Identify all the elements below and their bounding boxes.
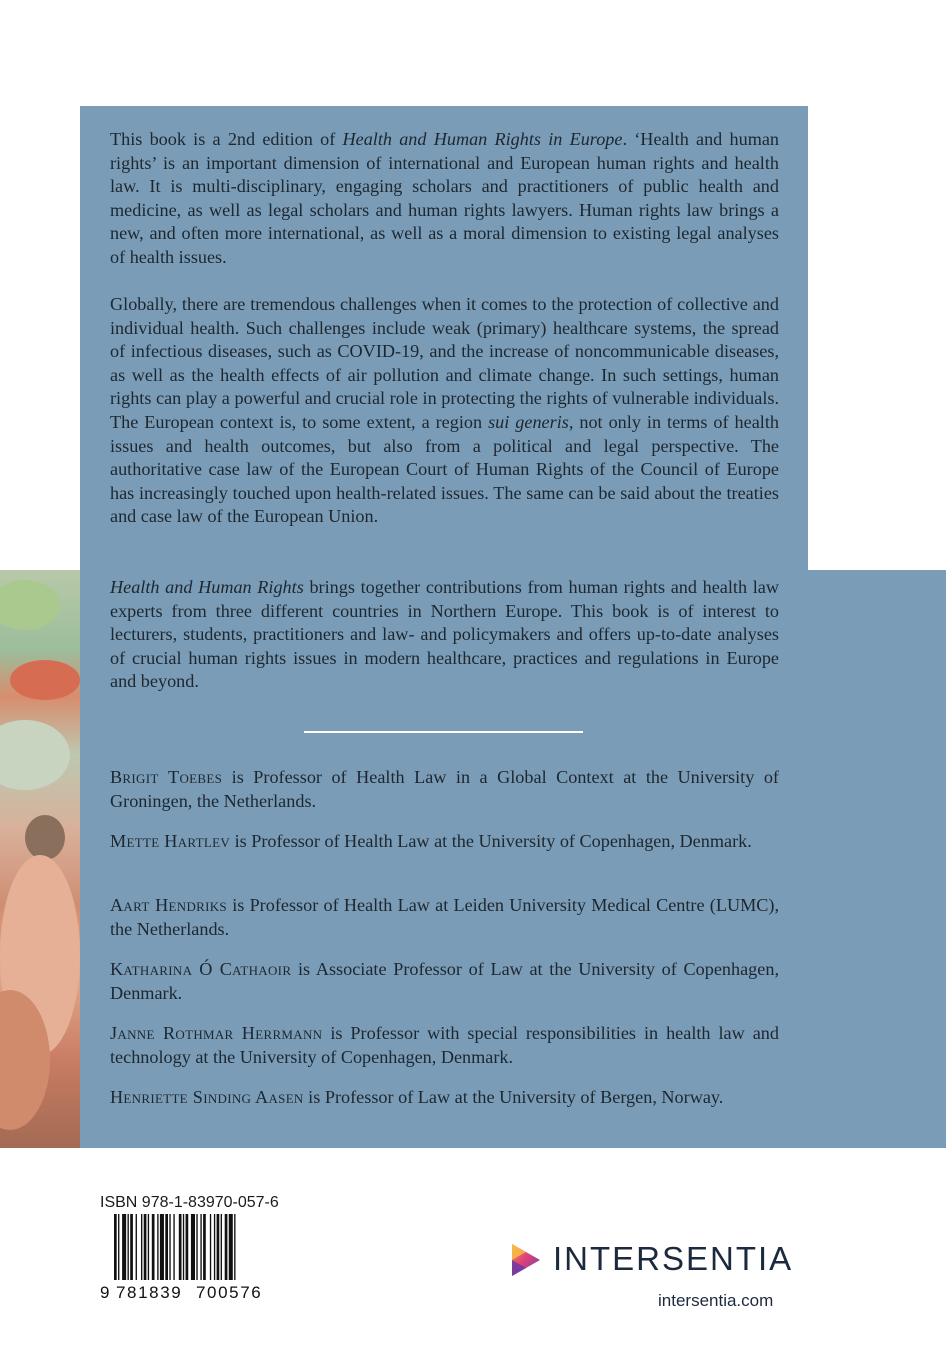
- barcode-bar: [165, 1214, 168, 1280]
- barcode-bar: [136, 1214, 137, 1280]
- barcode-bar: [210, 1214, 211, 1280]
- barcode-bar: [214, 1214, 215, 1280]
- book-title-italic: Health and Human Rights in Europe: [342, 129, 623, 149]
- text-run: brings together contributions from human rights and health law experts from three different countries in Northern Europe. This book is of interest to lecturers, students, practitioners and law- and policymakers and offers up-to-date analyses of crucial human rights issues in modern healthcare, practices and regulations in Europe and beyond.: [110, 577, 779, 692]
- author-bio: [110, 958, 779, 1005]
- author-name: Janne Rothmar Herrmann: [110, 1023, 323, 1043]
- publisher-website-link[interactable]: intersentia.com: [658, 1291, 774, 1310]
- barcode-bar: [173, 1214, 174, 1280]
- barcode-bar: [196, 1214, 197, 1280]
- barcode-bar: [128, 1214, 129, 1280]
- author-bio: [110, 830, 779, 854]
- author-name: Brigit Toebes: [110, 767, 223, 787]
- barcode-bar: [114, 1214, 117, 1280]
- publisher-name: INTERSENTIA: [553, 1240, 794, 1277]
- isbn-barcode: [100, 1214, 278, 1300]
- painting-stroke: [25, 815, 65, 860]
- author-bio-text: is Professor of Health Law in a Global Context at the University of Groningen, the Netherlands.: [110, 767, 779, 811]
- barcode-bar: [183, 1214, 184, 1280]
- barcode-bar: [191, 1214, 195, 1280]
- author-bio-text: is Professor of Law at the University of Bergen, Norway.: [303, 1087, 724, 1107]
- author-name: Mette Hartlev: [110, 831, 231, 851]
- description-paragraph-3: [110, 576, 779, 694]
- barcode-bar: [186, 1214, 189, 1280]
- barcode-bar: [200, 1214, 201, 1280]
- barcode-bar: [130, 1214, 133, 1280]
- painting-stroke: [0, 720, 70, 790]
- barcode-bar: [169, 1214, 170, 1280]
- barcode-bar: [221, 1214, 222, 1280]
- barcode-bar: [144, 1214, 147, 1280]
- barcode-bar: [203, 1214, 206, 1280]
- barcode-bar: [229, 1214, 233, 1280]
- barcode-bar: [160, 1214, 164, 1280]
- author-bio-text: is Professor of Health Law at Leiden University Medical Centre (LUMC), the Netherlands.: [110, 895, 779, 939]
- barcode-bar: [148, 1214, 149, 1280]
- text-run: . ‘Health and human rights’ is an important dimension of international and European human rights and health law. It is multi-disciplinary, engaging scholars and practitioners of public health and medicine, as well as legal scholars and human rights lawyers. Human rights law brings a new, and often more international, as well as a moral dimension to existing legal analyses of health issues.: [110, 129, 780, 267]
- barcode-bar: [225, 1214, 228, 1280]
- barcode-bar: [122, 1214, 126, 1280]
- author-bio: [110, 766, 779, 813]
- barcode-digits-left: 781839: [116, 1283, 183, 1300]
- author-bio-text: is Associate Professor of Law at the University of Copenhagen, Denmark.: [110, 959, 779, 1003]
- text-run: This book is a 2nd edition of: [110, 129, 343, 149]
- barcode-digit-lead: 9: [100, 1283, 110, 1300]
- painting-stroke: [10, 660, 80, 700]
- painting-stroke: [0, 580, 60, 630]
- author-bio: [110, 894, 779, 941]
- italic-term: sui generis: [488, 411, 569, 432]
- barcode-bar: [179, 1214, 182, 1280]
- barcode-bar: [157, 1214, 158, 1280]
- barcode-bars: [114, 1214, 236, 1280]
- author-bio: [110, 1086, 779, 1110]
- barcode-bar: [234, 1214, 235, 1280]
- author-name: Aart Hendriks: [110, 895, 227, 915]
- isbn-label: ISBN 978-1-83970-057-6: [100, 1194, 279, 1211]
- author-bio-text: is Professor of Health Law at the University of Copenhagen, Denmark.: [230, 831, 752, 851]
- barcode-digits-right: 700576: [196, 1283, 263, 1300]
- author-name: Henriette Sinding Aasen: [110, 1087, 304, 1107]
- intersentia-logo-icon: [509, 1242, 543, 1278]
- author-name: Katharina Ó Cathaoir: [110, 959, 292, 979]
- barcode-bar: [141, 1214, 142, 1280]
- description-paragraph-1: [110, 128, 779, 270]
- text-run: Globally, there are tremendous challenges when it comes to the protection of collective and individual health. Such challenges include weak (primary) healthcare systems, the spread of infectious diseases, such as COVID-19, and the increase of noncommunicable diseases, as well as the health effects of air pollution and climate change. In such settings, human rights can play a powerful and crucial role in protecting the rights of vulnerable individuals. The European context is, to some extent, a region: [110, 294, 779, 432]
- section-divider: [304, 731, 583, 733]
- text-run: , not only in terms of health issues and health outcomes, but also from a political and legal perspective. The authoritative case law of the European Court of Human Rights of the Council of Europe has increasingly touched upon health-related issues. The same can be said about the treaties and case law of the European Union.: [110, 411, 779, 527]
- barcode-bar: [217, 1214, 220, 1280]
- book-title-italic: Health and Human Rights: [110, 577, 304, 597]
- author-bio-text: is Professor with special responsibilities in health law and technology at the University of Copenhagen, Denmark.: [110, 1023, 779, 1067]
- cover-painting-strip: [0, 570, 80, 1148]
- barcode-bar: [152, 1214, 155, 1280]
- barcode-bar: [118, 1214, 119, 1280]
- author-bio: [110, 1022, 779, 1069]
- description-paragraph-2: [110, 293, 779, 529]
